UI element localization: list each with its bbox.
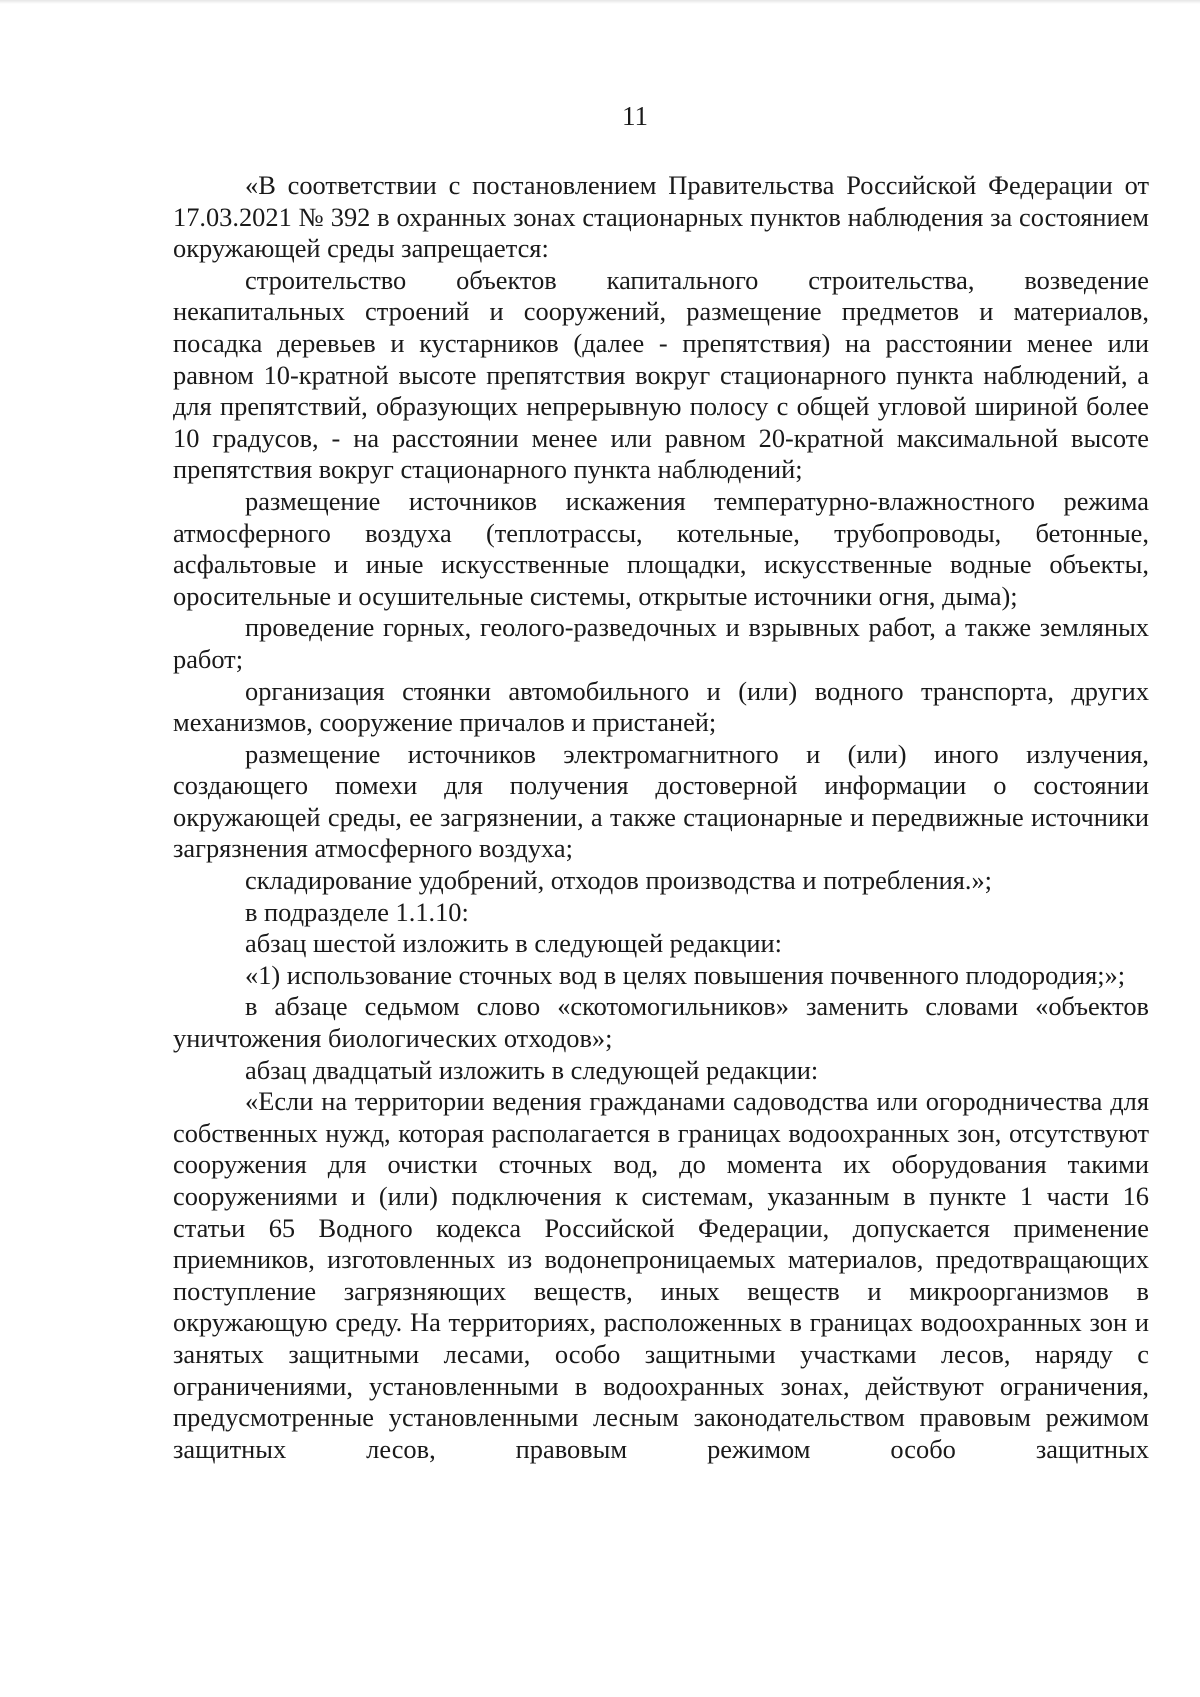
document-body: [173, 170, 1149, 1465]
paragraph-distortion-sources: размещение источников искажения температурно-влажностного режима атмосферного воздуха (теплотрассы, котельные, трубопроводы, бетонные, асфальтовые и иные искусственные площадки, искусственные водные объекты, оросительные и осушительные системы, открытые источники огня, дыма);: [173, 485, 1149, 611]
paragraph-subsection: в подразделе 1.1.10:: [245, 896, 469, 927]
paragraph-sixth-clause: абзац шестой изложить в следующей редакции:: [245, 928, 782, 959]
paragraph-intro: «В соответствии с постановлением Правительства Российской Федерации от 17.03.2021 № 392 в охранных зонах стационарных пунктов наблюдения за состоянием окружающей среды запрещается:: [173, 170, 1149, 264]
paragraph-radiation: размещение источников электромагнитного и (или) иного излучения, создающего помехи для получения достоверной информации о состоянии окружающей среды, ее загрязнении, а также стационарные и передвижные источники загрязнения атмосферного воздуха;: [173, 738, 1149, 864]
paragraph-seventh-clause: в абзаце седьмом слово «скотомогильников» заменить словами «объектов уничтожения биологических отходов»;: [173, 991, 1149, 1054]
paragraph-storage: складирование удобрений, отходов производства и потребления.»;: [245, 865, 992, 896]
paragraph-mining-works: проведение горных, геолого-разведочных и взрывных работ, а также земляных работ;: [173, 612, 1149, 674]
paragraph-parking: организация стоянки автомобильного и (или) водного транспорта, других механизмов, сооружение причалов и пристаней;: [173, 675, 1149, 738]
page-number: 11: [622, 101, 648, 131]
scan-edge: [0, 0, 1200, 4]
paragraph-twentieth-clause: абзац двадцатый изложить в следующей редакции:: [245, 1054, 819, 1085]
paragraph-construction: строительство объектов капитального строительства, возведение некапитальных строений и сооружений, размещение предметов и материалов, посадка деревьев и кустарников (далее - препятствия) на расстоянии менее или равном 10-кратной высоте препятствия вокруг стационарного пункта наблюдений, а для препятствий, образующих непрерывную полосу с общей угловой шириной более 10 градусов, - на расстоянии менее или равном 20-кратной максимальной высоте препятствия вокруг стационарного пункта наблюдений;: [173, 264, 1149, 485]
paragraph-wastewater: «1) использование сточных вод в целях повышения почвенного плодородия;»;: [245, 959, 1126, 990]
paragraph-gardening: «Если на территории ведения гражданами садоводства или огородничества для собственных нужд, которая располагается в границах водоохранных зон, отсутствуют сооружения для очистки сточных вод, до момента их оборудования такими сооружениями и (или) подключения к системам, указанным в пункте 1 части 16 статьи 65 Водного кодекса Российской Федерации, допускается применение приемников, изготовленных из водонепроницаемых материалов, предотвращающих поступление загрязняющих веществ, иных веществ и микроорганизмов в окружающую среду. На территориях, расположенных в границах водоохранных зон и занятых защитными лесами, особо защитными участками лесов, наряду с ограничениями, установленными в водоохранных зонах, действуют ограничения, предусмотренные установленными лесным законодательством правовым режимом защитных лесов, правовым режимом особо защитных: [173, 1086, 1149, 1464]
